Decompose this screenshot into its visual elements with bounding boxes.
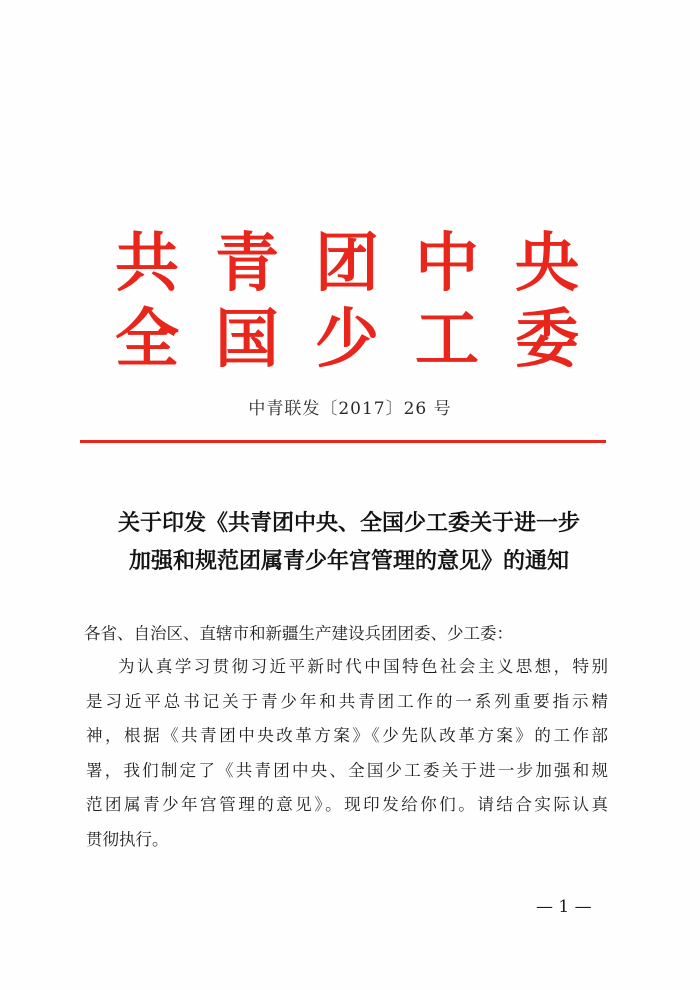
document-number: 中青联发〔2017〕26 号 bbox=[248, 399, 452, 419]
body-text-line: 为认真学习贯彻习近平新时代中国特色社会主义思想，特别 bbox=[118, 657, 608, 676]
document-title-line-1: 关于印发《共青团中央、全国少工委关于进一步 bbox=[117, 510, 580, 536]
body-text-line: 是习近平总书记关于青少年和共青团工作的一系列重要指示精 bbox=[86, 692, 608, 711]
issuer-char: 国 bbox=[215, 302, 279, 377]
document-title-line-2: 加强和规范团属青少年宫管理的意见》的通知 bbox=[128, 548, 569, 574]
issuer-char: 工 bbox=[415, 302, 479, 377]
issuer-char: 团 bbox=[315, 226, 379, 301]
body-text-line: 范团属青少年宫管理的意见》。现印发给你们。请结合实际认真 bbox=[86, 795, 608, 814]
salutation: 各省、自治区、直辖市和新疆生产建设兵团团委、少工委： bbox=[84, 624, 513, 643]
issuer-char: 青 bbox=[215, 226, 279, 301]
issuer-char: 央 bbox=[515, 226, 579, 301]
body-text-line: 贯彻执行。 bbox=[86, 830, 169, 849]
issuer-char: 中 bbox=[415, 226, 479, 301]
issuer-name-line-2 bbox=[112, 298, 582, 382]
body-text-line: 署，我们制定了《共青团中央、全国少工委关于进一步加强和规 bbox=[86, 761, 608, 780]
body-text-line: 神，根据《共青团中央改革方案》《少先队改革方案》的工作部 bbox=[86, 726, 608, 745]
issuer-char: 少 bbox=[315, 302, 379, 377]
page-number: — 1 — bbox=[536, 897, 592, 917]
red-separator-rule bbox=[80, 440, 606, 443]
issuer-char: 全 bbox=[115, 302, 179, 377]
issuer-char: 共 bbox=[115, 226, 179, 301]
issuer-char: 委 bbox=[515, 302, 579, 377]
issuer-name-line-1 bbox=[112, 222, 582, 306]
